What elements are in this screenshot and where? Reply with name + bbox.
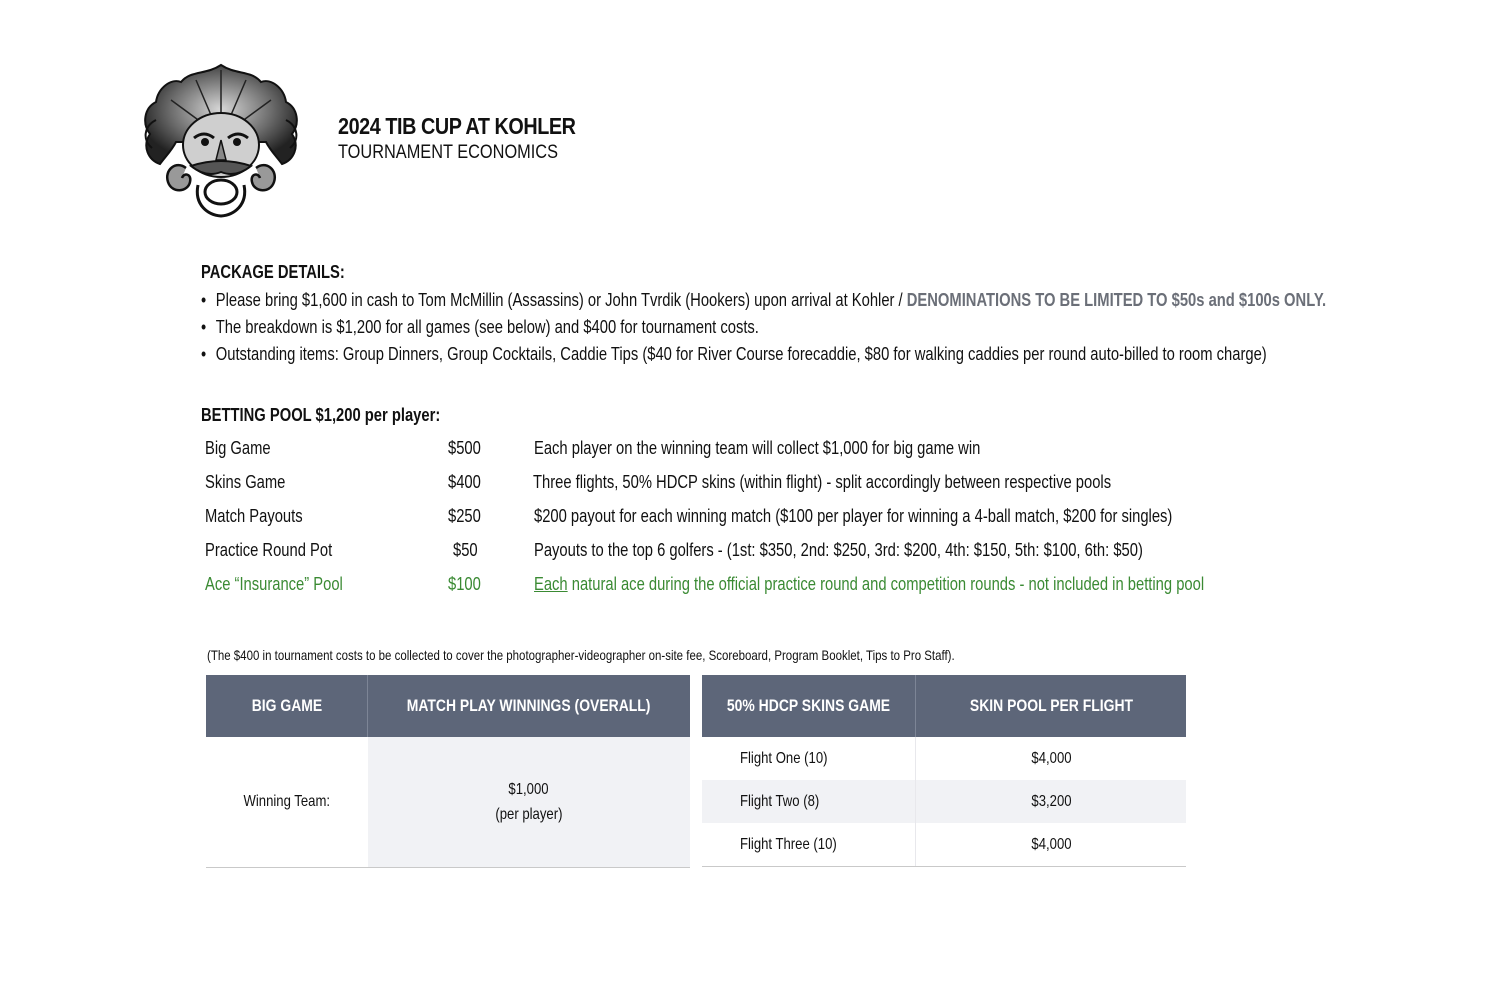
page-subtitle: TOURNAMENT ECONOMICS [338,142,559,163]
skins-table [702,675,1186,867]
package-details-heading: PACKAGE DETAILS: [201,262,345,282]
list-item: • The breakdown is $1,200 for all games (see below) and $400 for tournament costs. [201,317,759,337]
skin-pool-header: SKIN POOL PER FLIGHT [916,675,1187,737]
bet-row-skins-game: Skins Game $400 Three flights, 50% HDCP skins (within flight) - split accordingly between respective pools [205,472,1112,492]
page-title: 2024 TIB CUP AT KOHLER [338,113,576,139]
table-row [702,737,1186,780]
flight-pool: $4,000 [916,823,1187,867]
winning-amount: $1,000 (per player) [368,737,691,868]
winning-team-label: Winning Team: [206,737,368,868]
header [338,113,614,164]
green-man-face-logo [136,60,306,220]
table-row [702,780,1186,823]
betting-pool-heading: BETTING POOL $1,200 per player: [201,405,441,425]
bet-row-match-payouts: Match Payouts $250 $200 payout for each winning match ($100 per player for winning a 4-ball match, $200 for singles) [205,506,1173,526]
tournament-costs-note: (The $400 in tournament costs to be collected to cover the photographer-videographer on-site fee, Scoreboard, Program Booklet, Tips to Pro Staff). [207,647,955,663]
denominations-warning: DENOMINATIONS TO BE LIMITED TO $50s and $100s ONLY. [906,290,1327,310]
list-item: • Please bring $1,600 in cash to Tom McMillin (Assassins) or John Tvrdik (Hookers) upon arrival at Kohler / DENOMINATIONS TO BE LIMITED TO $50s and $100s ONLY. [201,290,1327,310]
flight-name: Flight Two (8) [702,780,916,823]
table-row [206,737,690,868]
list-item: • Outstanding items: Group Dinners, Group Cocktails, Caddie Tips ($40 for River Course forecaddie, $80 for walking caddies per round auto-billed to room charge) [201,344,1267,364]
bet-row-ace-insurance-pool: Ace “Insurance” Pool $100 Each natural ace during the official practice round and competition rounds - not included in betting pool [205,574,1205,594]
big-game-header: BIG GAME [206,675,368,737]
flight-name: Flight One (10) [702,737,916,780]
table-row [702,823,1186,867]
flight-pool: $4,000 [1030,749,1072,767]
match-play-header: MATCH PLAY WINNINGS (OVERALL) [368,675,691,737]
bet-row-practice-round-pot: Practice Round Pot $50 Payouts to the top 6 golfers - (1st: $350, 2nd: $250, 3rd: $200, 4th: $150, 5th: $100, 6th: $50) [205,540,1143,560]
skins-game-header: 50% HDCP SKINS GAME [702,675,916,737]
flight-pool: $3,200 [916,780,1187,823]
package-details-list [201,289,1500,370]
big-game-table [206,675,690,868]
flight-name: Flight Three (10) [702,823,916,867]
bet-row-big-game: Big Game $500 Each player on the winning team will collect $1,000 for big game win [205,438,981,458]
